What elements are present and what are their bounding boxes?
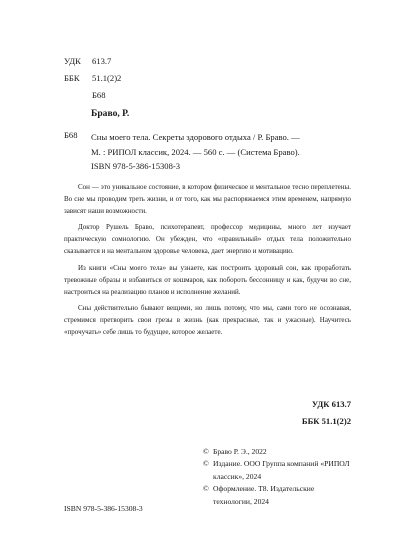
classification-block <box>64 53 121 104</box>
author-heading: Браво, Р. <box>91 108 130 119</box>
annotation <box>64 181 351 342</box>
copyright-icon: © <box>203 459 209 469</box>
copyright-text: Издание. ООО Группа компаний «РИПОЛ классик», 2024 <box>213 459 350 481</box>
biblio-isbn-line: ISBN 978-5-386-15308-3 <box>91 161 181 171</box>
copyright-text: Браво Р. Э., 2022 <box>213 447 267 456</box>
annotation-paragraph: Из книги «Сны моего тела» вы узнаете, как построить здоровый сон, как проработать тревожные образы и избавиться от кошмаров, как побороть бессонницу и как, будучи во сне, настроиться на реализацию планов и исполнение желаний. <box>64 263 351 296</box>
udc-label: УДК <box>64 56 81 66</box>
bbk-label: ББК <box>64 73 80 83</box>
copyright-block <box>203 446 353 508</box>
copyright-text: Оформление. Т8. Издательские технологии, 2024 <box>213 484 315 506</box>
cutter-row <box>64 87 121 104</box>
bbk-value: 51.1(2)2 <box>92 73 122 83</box>
cutter-left: Б68 <box>64 130 78 140</box>
copyright-icon: © <box>203 447 209 456</box>
biblio-title-line: Сны моего тела. Секреты здорового отдыха / Р. Браво. — <box>91 132 300 142</box>
bibliographic-description <box>91 130 361 174</box>
copyright-line <box>203 458 353 483</box>
udc-value: 613.7 <box>92 56 112 66</box>
udc-bold: УДК 613.7 <box>311 399 351 409</box>
annotation-paragraph: Сны действительно бывают вещими, но лишь потому, что мы, сами того не осознавая, стремимся претворить свои грезы в жизнь (как прекрасные, так и ужасные). Научитесь «прочучать» себе лишь то будущее, которое желаете. <box>64 303 351 337</box>
biblio-publisher-line: М. : РИПОЛ классик, 2024. — 560 с. — (Система Браво). <box>91 146 300 157</box>
bbk-row <box>64 70 121 87</box>
annotation-paragraph: Доктор Рушель Браво, психотерапевт, профессор медицины, много лет изучает практическую сомнологию. Он убежден, что «правильный» отдых тела положительно сказывается и на ментальном здоровье человека, дает энергию и мотивацию. <box>64 223 351 256</box>
annotation-paragraph: Сон — это уникальное состояние, в котором физическое и ментальное тесно переплетены. Во сне мы проводим треть жизни, и от того, как мы распоряжаемся этим временем, напрямую зависят наши возможности. <box>64 183 351 216</box>
classification-bold <box>200 396 351 430</box>
copyright-icon: © <box>203 484 209 494</box>
copyright-line <box>203 483 353 508</box>
copyright-line <box>203 446 353 458</box>
isbn-bottom: ISBN 978-5-386-15308-3 <box>64 504 143 513</box>
cutter-code: Б68 <box>92 90 106 100</box>
udc-row <box>64 53 121 70</box>
bbk-bold: ББК 51.1(2)2 <box>301 416 351 426</box>
